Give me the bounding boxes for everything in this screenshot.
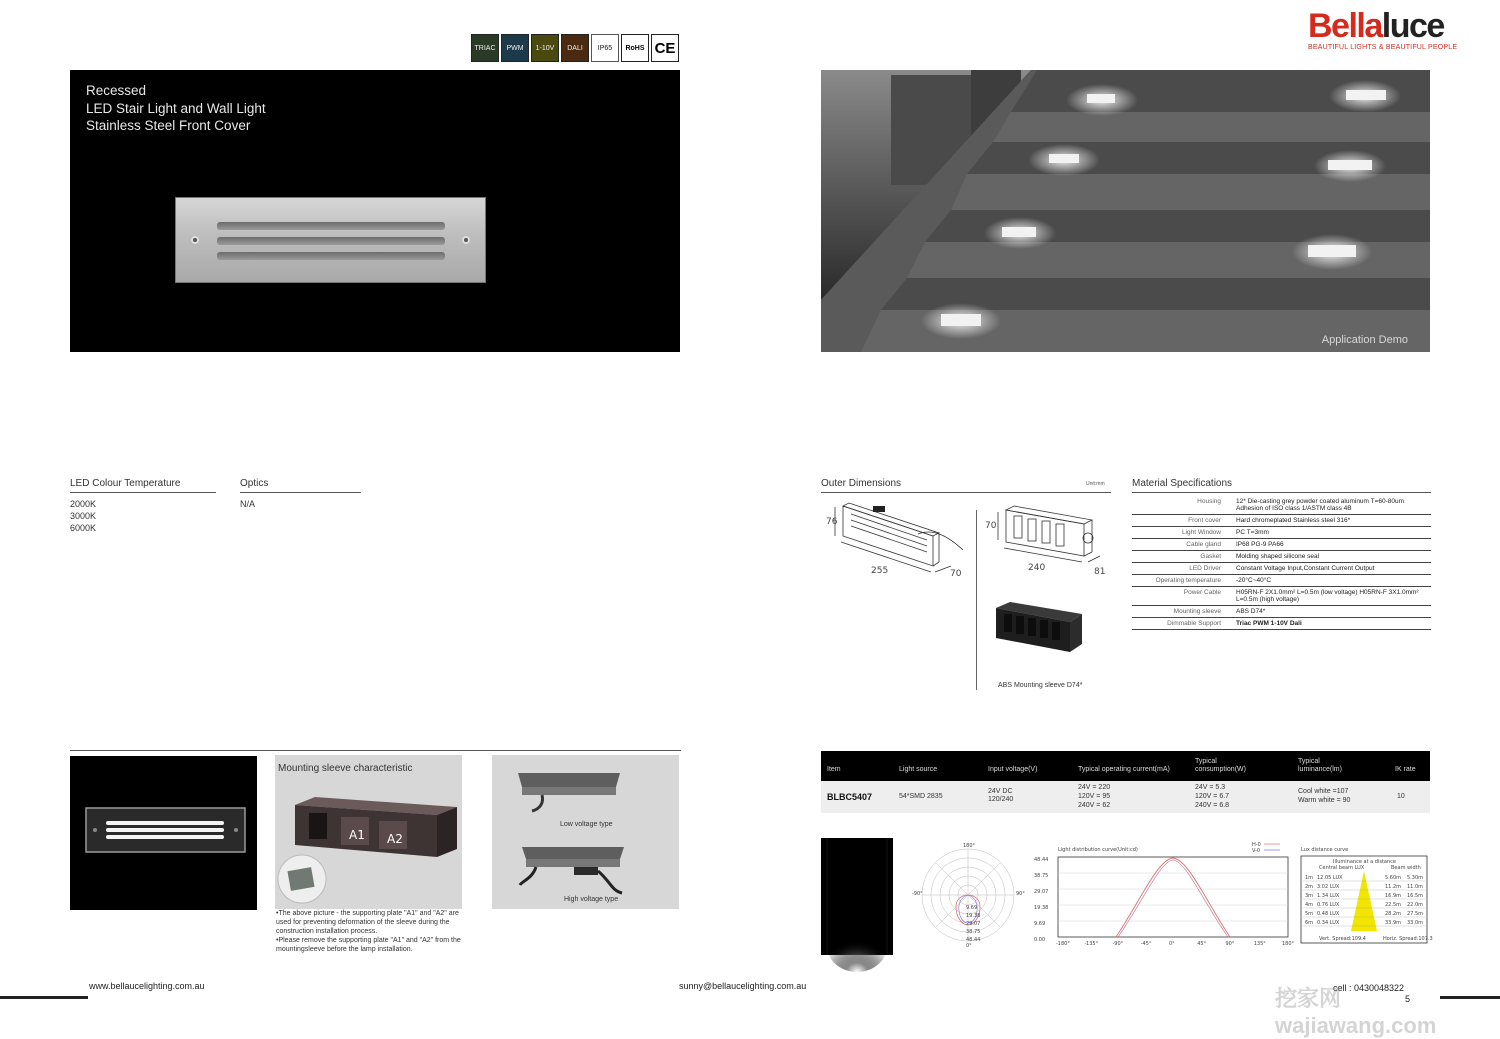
spec-key: Gasket [1132,551,1224,563]
low-voltage-label: Low voltage type [560,821,613,828]
lux-cell: 27.5m [1407,911,1424,917]
ldc-title: Light distribution curve(Unit:cd) [1058,847,1138,853]
ldc-y-tick: 38.75 [1034,873,1049,879]
colour-temperature-block [70,478,216,534]
footer-accent-bar [0,996,88,999]
beam-distribution-image [821,838,893,955]
spec-value: H05RN-F 2X1.0mm² L=0.5m (low voltage) H05RN-F 3X1.0mm² L=0.5m (high voltage) [1224,587,1431,606]
table-row [1132,527,1431,539]
product-table-row [821,781,1430,813]
polar-ring-label: 9.69 [966,905,978,911]
front-cover-drawing [70,756,257,910]
table-row [1132,551,1431,563]
table-row [1132,515,1431,527]
brand-logo [1308,8,1460,51]
colour-temp-value: 3000K [70,511,97,521]
louver-slot [217,252,445,260]
lux-cell: 0.76 LUX [1317,902,1340,908]
consumption-value: 24V = 5.3 [1195,784,1226,791]
hero-line: Recessed [86,83,147,98]
current-value: 120V = 95 [1078,793,1111,800]
mounting-notes [276,909,471,954]
luminance-value: Warm white = 90 [1298,797,1351,804]
lux-cell: 5m [1305,911,1314,917]
ldc-x-tick: -135° [1084,941,1099,947]
note-text: •The above picture - the supporting plate "A1" and "A2" are used for preventing deformation of the sleeve during the construction installation process. [276,910,459,935]
ik-rate: 10 [1397,793,1405,800]
table-row [1132,606,1431,618]
ldc-y-tick: 9.69 [1034,921,1046,927]
lux-cell: 0.48 LUX [1317,911,1340,917]
sleeve-dim-length: 240 [1028,563,1046,573]
lux-cell: 33.0m [1407,920,1424,926]
luminance-value: Cool white =107 [1298,788,1349,795]
dali-badge: DALI [561,34,589,62]
optics-value: N/A [240,499,256,509]
ldc-y-tick: 29.07 [1034,889,1049,895]
spec-value: PC T=3mm [1224,527,1431,539]
lux-cell: 3.02 LUX [1317,884,1340,890]
lux-subtitle: Illuminance at a distance [1333,859,1396,865]
screw-icon [191,236,199,244]
product-hero [70,70,680,352]
divider [976,510,977,690]
spec-key: Operating temperature [1132,575,1224,587]
light-distribution-chart [1030,841,1295,949]
ldc-x-tick: 0° [1169,941,1175,947]
header-cell: Item [827,766,841,773]
unit-label: Unit:mm [1086,481,1105,487]
high-voltage-label: High voltage type [564,896,619,903]
phone-number: cell : 0430048322 [1333,983,1405,993]
triac-badge: TRIAC [471,34,499,62]
lux-title: Lux distance curve [1301,847,1349,853]
louver-slot [217,222,445,230]
hero-line: LED Stair Light and Wall Light [86,100,266,116]
product-title [86,82,266,135]
photo-caption: Application Demo [1321,334,1408,346]
colour-temperature-label: LED Colour Temperature [70,478,216,493]
lux-cell: 4m [1305,902,1314,908]
material-specifications-title: Material Specifications [1132,478,1233,489]
lux-col-header: Beam width [1391,865,1421,871]
logo-tagline: BEAUTIFUL LIGHTS & BEAUTIFUL PEOPLE [1308,44,1458,51]
voltage-value: 24V DC [988,788,1013,795]
lux-cell: 16.9m [1385,893,1402,899]
lux-cell: 5.60m [1385,875,1402,881]
product-table-header [821,751,1430,781]
website-link[interactable]: www.bellaucelighting.com.au [89,981,205,991]
dim-depth: 70 [950,569,962,579]
voltage-type-drawing [492,755,679,909]
table-row [1132,563,1431,575]
ldc-x-tick: 180° [1282,941,1295,947]
outer-dimensions-title: Outer Dimensions [821,478,902,489]
pwm-badge: PWM [501,34,529,62]
polar-ring-label: 48.44 [966,937,981,943]
colour-temp-value: 6000K [70,523,97,533]
mounting-title: Mounting sleeve characteristic [278,763,413,774]
colour-temperature-values [70,498,216,534]
colour-temp-value: 2000K [70,499,97,509]
spec-value: Triac PWM 1-10V Dali [1224,618,1431,630]
lux-cell: 3m [1305,893,1314,899]
spec-value: 12* Die-casting grey powder coated aluminum T=60-80um Adhesion of ISO class 1/ASTM class 4B [1224,496,1431,515]
ip65-badge: IP65 [591,34,619,62]
polar-ring-label: 38.75 [966,929,981,935]
polar-angle: -90° [912,891,923,897]
spec-value: -20°C~40°C [1224,575,1431,587]
sleeve-caption: ABS Mounting sleeve D74* [998,682,1083,689]
table-row [1132,539,1431,551]
spec-value: ABS D74* [1224,606,1431,618]
spec-key: LED Driver [1132,563,1224,575]
optics-block [240,478,361,510]
consumption-value: 240V = 6.8 [1195,802,1230,809]
sleeve-dimension-drawing [984,504,1112,584]
divider [70,750,681,751]
header-cell: IK rate [1395,766,1416,773]
lux-cell: 33.9m [1385,920,1402,926]
lux-cell: 16.5m [1407,893,1424,899]
ldc-y-tick: 0.00 [1034,937,1046,943]
page-number: 5 [1405,994,1411,1004]
spec-value: Hard chromeplated Stainless steel 316* [1224,515,1431,527]
light-source: 54*SMD 2835 [899,793,943,800]
hero-line: Stainless Steel Front Cover [86,118,251,133]
lux-cell: 5.30m [1407,875,1424,881]
voltage-value: 120/240 [988,796,1014,803]
table-row [1132,496,1431,515]
ldc-x-tick: 45° [1197,941,1207,947]
polar-angle: 0° [966,943,972,949]
header-cell: Typical luminance(lm) [1298,758,1342,773]
lux-footer: Horiz. Spread:107.3 [1383,936,1433,942]
sleeve-dim-height: 70 [985,521,997,531]
header-cell: Light source [899,766,938,773]
header-cell: Input voltage(V) [988,766,1038,773]
lux-cell: 11.2m [1385,884,1402,890]
lux-cell: 22.5m [1385,902,1402,908]
louver-slot [217,237,445,245]
spec-key: Mounting sleeve [1132,606,1224,618]
divider [1132,492,1431,493]
ldc-x-tick: -180° [1056,941,1070,947]
spec-key: Dimmable Support [1132,618,1224,630]
lux-footer: Vert. Spread:109.4 [1319,936,1366,942]
dim-height: 76 [826,517,838,527]
logo-part-dark: luce [1381,7,1444,45]
dim-length: 255 [871,566,889,576]
sleeve-dim-depth: 81 [1094,567,1106,577]
ldc-legend: V-0 [1252,848,1261,854]
ce-badge: CE [651,34,679,62]
fixture-dimension-drawing [823,498,973,584]
table-row [1132,587,1431,606]
stairs-illustration [821,70,1430,352]
polar-ring-label: 29.07 [966,921,981,927]
ldc-y-tick: 19.38 [1034,905,1049,911]
item-code: BLBC5407 [827,792,873,802]
material-specifications-table [1132,496,1431,630]
divider [821,492,1111,493]
note-text: •Please remove the supporting plate "A1" and "A2" from the mountingsleeve before the lamp installation. [276,937,461,953]
mounting-sleeve-drawing [275,783,462,909]
application-photo [821,70,1430,352]
logo-part-red: Bella [1308,7,1382,45]
voltage-type-panel [492,755,679,909]
lux-cell: 0.34 LUX [1317,920,1340,926]
lux-col-header: Central beam LUX [1319,865,1365,871]
lux-cell: 1m [1305,875,1314,881]
watermark: 挖家网 wajiawang.com [1275,986,1437,1038]
polar-angle: 180° [963,843,976,849]
lux-cell: 2m [1305,884,1314,890]
lux-cell: 28.2m [1385,911,1402,917]
spec-key: Light Window [1132,527,1224,539]
screw-icon [462,236,470,244]
spec-key: Housing [1132,496,1224,515]
polar-ring-label: 19.38 [966,913,981,919]
polar-candela-chart [912,841,1024,953]
lux-cell: 11.0m [1407,884,1424,890]
spec-key: Front cover [1132,515,1224,527]
consumption-value: 120V = 6.7 [1195,793,1230,800]
current-value: 24V = 220 [1078,784,1111,791]
beam-glow-drawing [821,838,893,955]
email-link[interactable]: sunny@bellaucelighting.com.au [679,981,807,991]
lux-cell: 12.05 LUX [1317,875,1343,881]
polar-angle: 90° [1016,891,1025,897]
table-row [1132,575,1431,587]
ldc-legend: H-0 [1252,842,1261,848]
spec-key: Power Cable [1132,587,1224,606]
lux-cell: 1.34 LUX [1317,893,1340,899]
label-a1: A1 [349,828,365,842]
lux-cell: 22.0m [1407,902,1424,908]
header-cell: Typical operating current(mA) [1078,766,1170,773]
spec-value: IP68 PG-9 PA66 [1224,539,1431,551]
current-value: 240V = 62 [1078,802,1111,809]
spec-value: Molding shaped silicone seal [1224,551,1431,563]
table-row [1132,618,1431,630]
sleeve-photo [990,600,1084,660]
ldc-x-tick: 135° [1253,941,1266,947]
spec-key: Cable gland [1132,539,1224,551]
dimming-badge: 1-10V [531,34,559,62]
product-image [175,197,486,283]
ldc-x-tick: -90° [1112,941,1124,947]
ldc-x-tick: -45° [1140,941,1152,947]
lux-distance-chart [1297,845,1431,945]
ldc-x-tick: 90° [1225,941,1235,947]
mounting-sleeve-panel [275,755,462,909]
optics-label: Optics [240,478,361,493]
label-a2: A2 [387,832,403,846]
rohs-badge: RoHS [621,34,649,62]
front-cover-image [70,756,257,910]
spec-value: Constant Voltage Input,Constant Current Output [1224,563,1431,575]
header-cell: Typical consumption(W) [1195,758,1246,773]
ldc-y-tick: 48.44 [1034,857,1049,863]
certification-badges [471,34,679,62]
logo-wordmark [1308,8,1460,44]
lux-cell: 6m [1305,920,1314,926]
